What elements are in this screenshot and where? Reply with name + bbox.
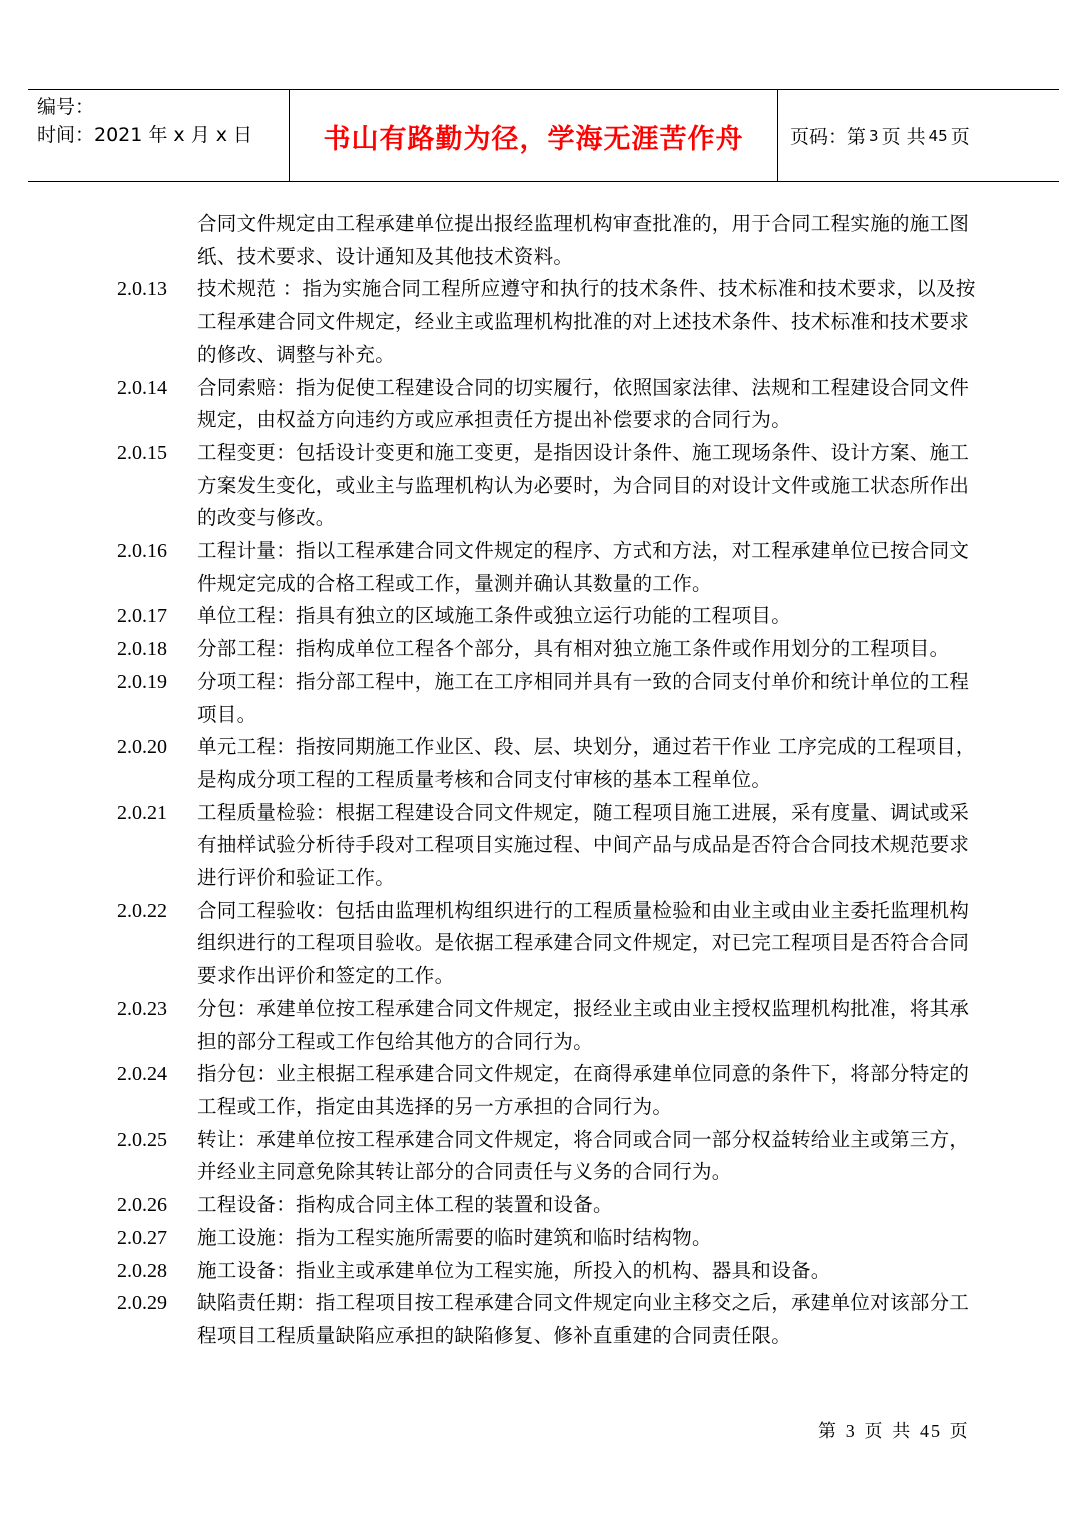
definition-text: 分包：承建单位按工程承建合同文件规定，报经业主或由业主授权监理机构批准，将其承担的部分工程或工作包给其他方的合同行为。 <box>197 996 970 1053</box>
definition-text: 单元工程：指按同期施工作业区、段、层、块划分，通过若干作业 工序完成的工程项目，是构成分项工程的工程质量考核和合同支付审核的基本工程单位。 <box>197 735 976 791</box>
definition-item <box>0 372 1087 437</box>
header-page-number <box>778 90 1059 181</box>
footer-current: 3 <box>845 1421 857 1441</box>
definition-number: 2.0.19 <box>117 670 167 693</box>
definition-item <box>0 1222 1087 1255</box>
definition-number: 2.0.26 <box>117 1194 167 1217</box>
definition-text: 分部工程：指构成单位工程各个部分，具有相对独立施工条件或作用划分的工程项目。 <box>197 637 950 661</box>
definition-text: 工程变更：包括设计变更和施工变更，是指因设计条件、施工现场条件、设计方案、施工方案发生变化，或业主与监理机构认为必要时，为合同目的对设计文件或施工状态所作出的改变与修改。 <box>197 440 970 530</box>
definition-number: 2.0.28 <box>117 1259 167 1282</box>
definition-item <box>0 895 1087 993</box>
definition-number: 2.0.25 <box>117 1128 167 1151</box>
page-mid: 页 共 <box>881 126 926 148</box>
footer-prefix: 第 <box>818 1421 838 1442</box>
definition-item <box>0 666 1087 731</box>
time-label: 时间：2021 年 x 月 x 日 <box>37 124 253 146</box>
page-header <box>28 89 1059 182</box>
page-current: 3 <box>869 126 879 145</box>
definition-text: 单位工程：指具有独立的区域施工条件或独立运行功能的工程项目。 <box>197 604 792 628</box>
definition-text: 缺陷责任期：指工程项目按工程承建合同文件规定向业主移交之后，承建单位对该部分工程项目工程质量缺陷应承担的缺陷修复、修补直重建的合同责任限。 <box>197 1291 970 1347</box>
definition-number: 2.0.27 <box>117 1226 167 1249</box>
definition-number: 2.0.13 <box>117 278 167 301</box>
definition-text: 工程设备：指构成合同主体工程的装置和设备。 <box>197 1193 613 1217</box>
footer-suffix: 页 <box>949 1421 970 1442</box>
definition-text: 转让：承建单位按工程承建合同文件规定，将合同或合同一部分权益转给业主或第三方，并经业主同意免除其转让部分的合同责任与义务的合同行为。 <box>197 1127 970 1184</box>
definition-number: 2.0.24 <box>117 1063 167 1086</box>
definition-item <box>0 993 1087 1058</box>
definition-number: 2.0.18 <box>117 638 167 661</box>
motto-text: 书山有路勤为径，学海无涯苦作舟 <box>323 124 744 155</box>
definition-item <box>0 600 1087 633</box>
definition-item <box>0 731 1087 796</box>
definition-text: 施工设备：指业主或承建单位为工程实施，所投入的机构、器具和设备。 <box>197 1258 831 1282</box>
definition-number: 2.0.14 <box>117 376 167 399</box>
definition-number: 2.0.22 <box>117 899 167 922</box>
definition-number: 2.0.20 <box>117 736 167 759</box>
definition-item <box>0 1189 1087 1222</box>
definition-item <box>0 535 1087 600</box>
definition-number: 2.0.16 <box>117 540 167 563</box>
definition-item <box>0 437 1087 535</box>
definition-text: 合同工程验收：包括由监理机构组织进行的工程质量检验和由业主或由业主委托监理机构组织进行的工程项目验收。是依据工程承建合同文件规定，对已完工程项目是否符合合同要求作出评价和签定的工作。 <box>197 898 970 988</box>
definition-text: 施工设施：指为工程实施所需要的临时建筑和临时结构物。 <box>197 1225 712 1249</box>
definition-text: 工程计量：指以工程承建合同文件规定的程序、方式和方法，对工程承建单位已按合同文件规定完成的合格工程或工作，量测并确认其数量的工作。 <box>197 539 970 595</box>
definition-item <box>0 1124 1087 1189</box>
definition-text: 分项工程：指分部工程中，施工在工序相同并具有一致的合同支付单价和统计单位的工程项目。 <box>197 669 970 726</box>
page-total: 45 <box>928 126 948 145</box>
page-suffix: 页 <box>950 126 970 148</box>
page-prefix: 页码：第 <box>790 126 867 148</box>
definition-number: 2.0.15 <box>117 441 167 464</box>
definition-number: 2.0.17 <box>117 605 167 628</box>
definition-text: 指分包：业主根据工程承建合同文件规定，在商得承建单位同意的条件下，将部分特定的工程或工作，指定由其选择的另一方承担的合同行为。 <box>197 1062 970 1118</box>
header-motto-cell <box>290 90 778 181</box>
intro-paragraph: 合同文件规定由工程承建单位提出报经监理机构审查批准的，用于合同工程实施的施工图纸、技术要求、设计通知及其他技术资料。 <box>197 212 970 268</box>
page-footer <box>818 1417 970 1443</box>
definition-number: 2.0.23 <box>117 997 167 1020</box>
definition-item <box>0 633 1087 666</box>
definition-text: 合同索赔：指为促使工程建设合同的切实履行，依照国家法律、法规和工程建设合同文件规定，由权益方向违约方或应承担责任方提出补偿要求的合同行为。 <box>197 375 970 432</box>
definition-item <box>0 1255 1087 1288</box>
serial-label: 编号： <box>37 96 95 118</box>
footer-total: 45 <box>919 1421 942 1441</box>
definition-list <box>0 273 1087 1352</box>
document-body <box>0 208 1087 1353</box>
definition-number: 2.0.29 <box>117 1292 167 1315</box>
definition-item <box>0 1287 1087 1352</box>
definition-text: 技术规范 ：指为实施合同工程所应遵守和执行的技术条件、技术标准和技术要求，以及按工程承建合同文件规定，经业主或监理机构批准的对上述技术条件、技术标准和技术要求的修改、调整与补充。 <box>197 277 976 366</box>
definition-item <box>0 273 1087 371</box>
definition-item <box>0 797 1087 895</box>
footer-mid: 页 共 <box>864 1421 913 1442</box>
header-meta <box>28 90 290 181</box>
definition-number: 2.0.21 <box>117 801 167 824</box>
definition-text: 工程质量检验：根据工程建设合同文件规定，随工程项目施工进展，采有度量、调试或采有抽样试验分析待手段对工程项目实施过程、中间产品与成品是否符合合同技术规范要求进行评价和验证工作。 <box>197 800 970 890</box>
definition-item <box>0 1058 1087 1123</box>
